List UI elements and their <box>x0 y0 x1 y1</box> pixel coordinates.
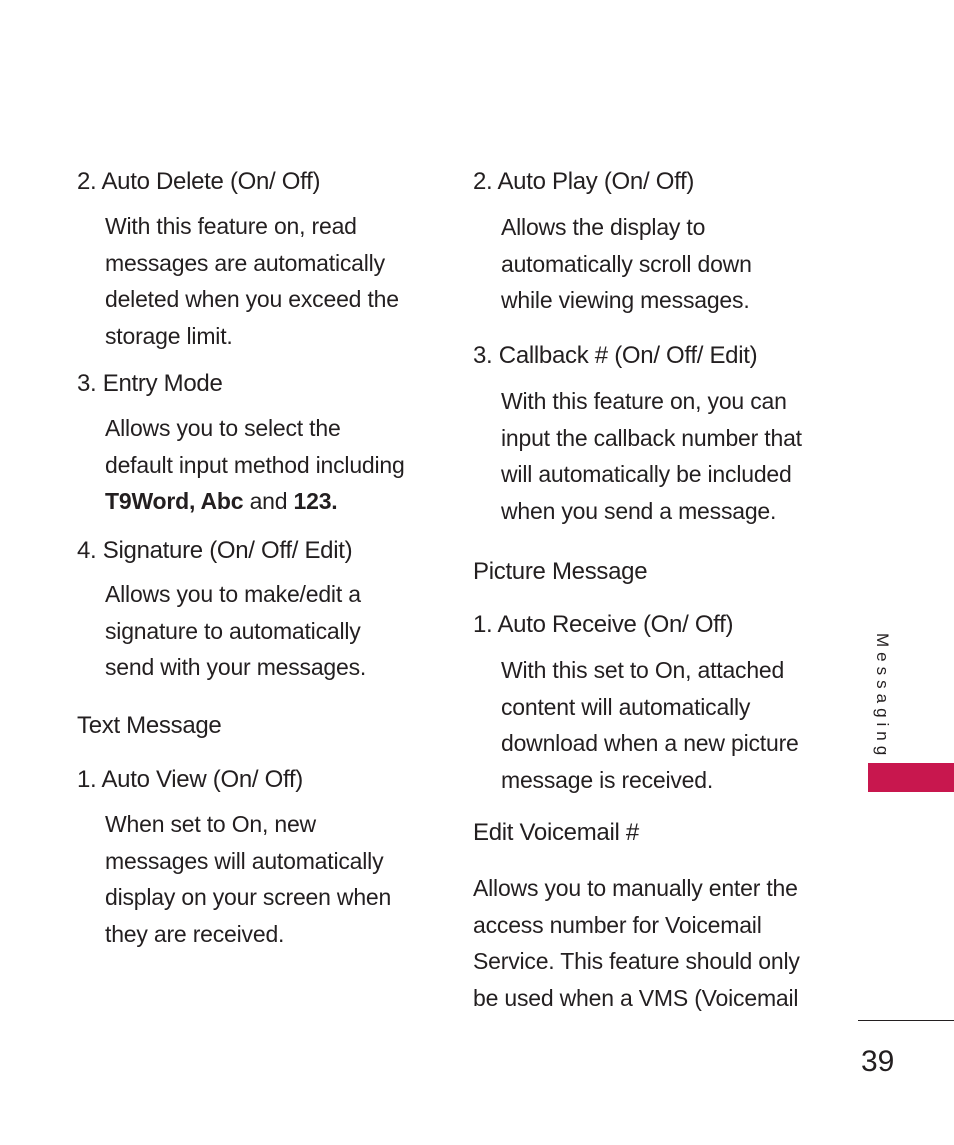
edit-voicemail-description <box>473 870 800 1016</box>
auto-receive-description <box>501 652 799 798</box>
text-line: automatically scroll down <box>501 250 752 277</box>
callback-description <box>501 383 802 529</box>
page-number: 39 <box>861 1045 895 1078</box>
text-line: When set to On, new <box>105 811 316 837</box>
text-line: content will automatically <box>501 693 751 720</box>
callback-heading: 3. Callback # (On/ Off/ Edit) <box>473 342 758 369</box>
text-line: Allows you to manually enter the <box>473 875 798 901</box>
text-line: download when a new picture <box>501 730 799 756</box>
text-line: With this feature on, read <box>105 213 357 239</box>
auto-delete-heading: 2. Auto Delete (On/ Off) <box>77 168 321 195</box>
text-line: With this feature on, you can <box>501 388 787 414</box>
input-modes-bold: T9Word, Abc <box>105 488 244 514</box>
edit-voicemail-heading: Edit Voicemail # <box>473 819 639 846</box>
text-line: message is received. <box>501 766 714 793</box>
auto-view-heading: 1. Auto View (On/ Off) <box>77 766 303 793</box>
text-line: be used when a VMS (Voicemail <box>473 984 799 1011</box>
entry-mode-heading: 3. Entry Mode <box>77 370 223 397</box>
entry-mode-description <box>105 410 405 520</box>
auto-play-heading: 2. Auto Play (On/ Off) <box>473 168 695 195</box>
auto-delete-description <box>105 208 399 354</box>
picture-message-heading: Picture Message <box>473 558 648 585</box>
text-line: will automatically be included <box>501 461 792 487</box>
text-line: deleted when you exceed the <box>105 286 399 312</box>
text-line: display on your screen when <box>105 884 392 910</box>
footer-divider <box>858 1020 954 1021</box>
text-line: while viewing messages. <box>501 287 750 313</box>
text-line: when you send a message. <box>501 497 777 524</box>
numeric-mode-bold: 123. <box>293 488 338 514</box>
text-line: Allows you to select the <box>105 415 341 441</box>
text-line: messages are automatically <box>105 249 385 276</box>
text-line <box>105 483 405 520</box>
text-line: input the callback number that <box>501 424 802 451</box>
text-line: messages will automatically <box>105 847 384 874</box>
text-line: send with your messages. <box>105 654 367 680</box>
text-line: default input method including <box>105 451 405 478</box>
text-line: access number for Voicemail <box>473 911 762 938</box>
conjunction-text: and <box>243 488 294 514</box>
text-line: storage limit. <box>105 322 233 349</box>
auto-view-description <box>105 806 391 952</box>
section-tab-marker <box>868 763 954 792</box>
text-line: Service. This feature should only <box>473 948 800 974</box>
text-line: With this set to On, attached <box>501 657 785 683</box>
signature-description <box>105 576 366 686</box>
text-line: they are received. <box>105 920 285 947</box>
text-line: Allows the display to <box>501 214 706 240</box>
signature-heading: 4. Signature (On/ Off/ Edit) <box>77 537 353 564</box>
auto-play-description <box>501 209 752 319</box>
text-line: signature to automatically <box>105 617 361 644</box>
section-tab-label: Messaging <box>873 633 892 761</box>
text-message-heading: Text Message <box>77 712 222 739</box>
text-line: Allows you to make/edit a <box>105 581 361 607</box>
auto-receive-heading: 1. Auto Receive (On/ Off) <box>473 611 734 638</box>
